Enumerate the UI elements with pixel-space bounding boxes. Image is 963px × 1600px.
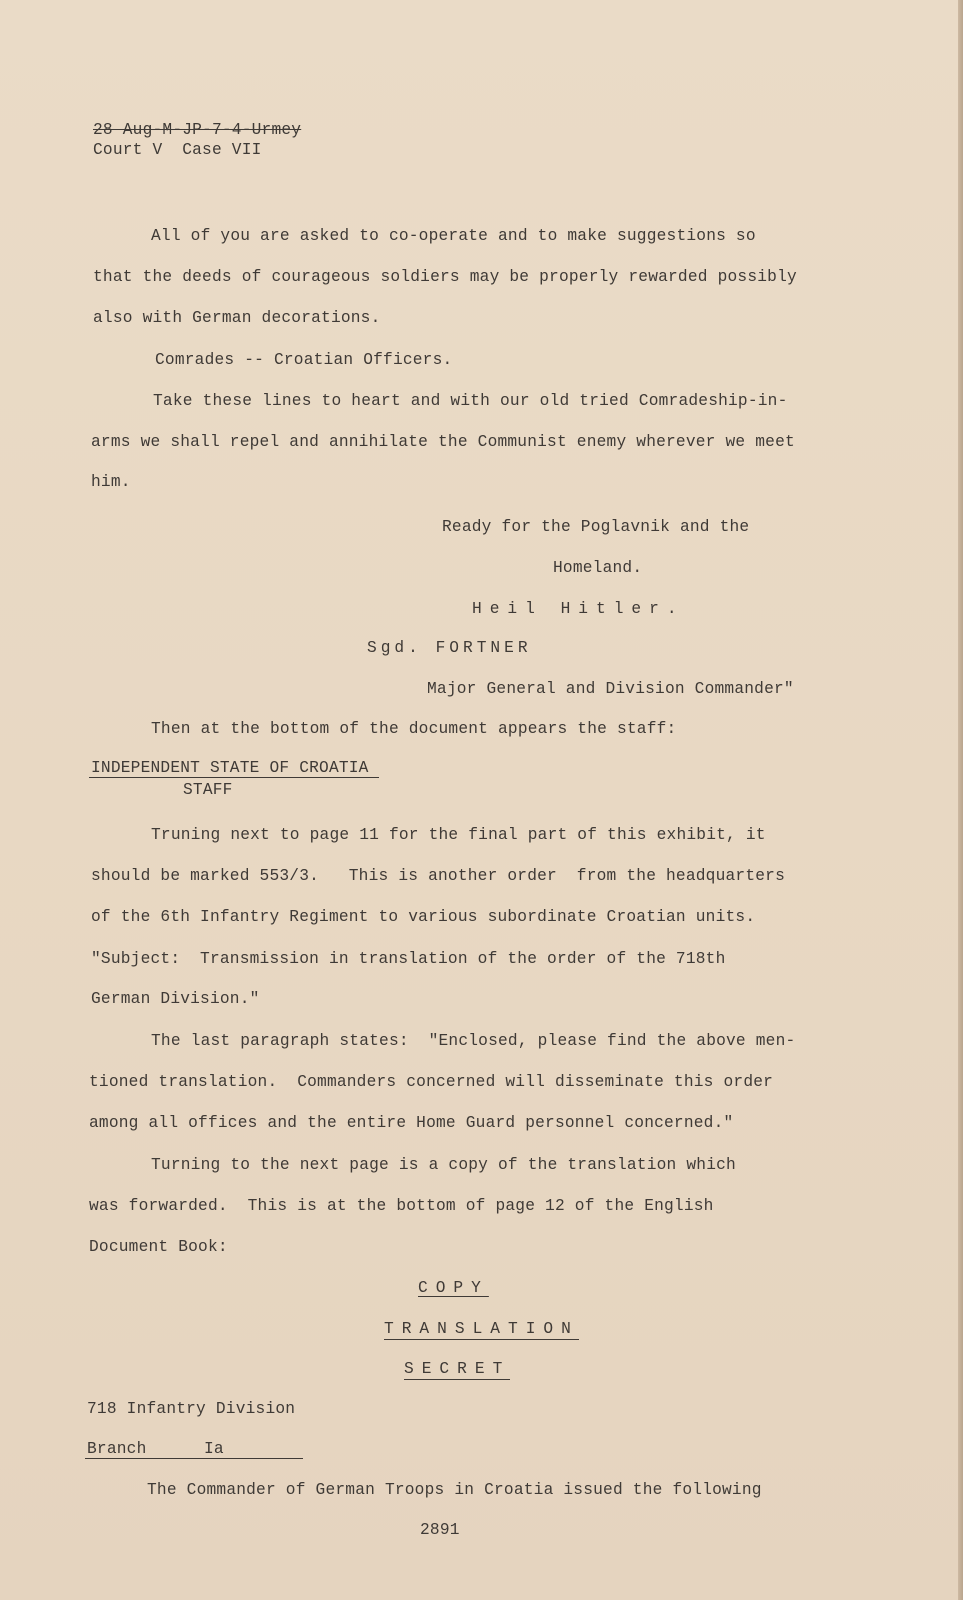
paragraph-3-line-3: him. (91, 473, 131, 491)
paragraph-3-line-1: Take these lines to heart and with our old tried Comradeship-in- (153, 392, 788, 410)
paragraph-7-line-2: was forwarded. This is at the bottom of page 12 of the English (89, 1197, 714, 1215)
branch-value: Ia (204, 1440, 224, 1458)
page-edge-shadow (958, 0, 963, 1600)
header-line-2: Court V Case VII (93, 141, 262, 159)
staff-line-1: INDEPENDENT STATE OF CROATIA (91, 759, 369, 777)
closing-salute: Heil Hitler. (472, 600, 685, 618)
copy-heading: COPY (418, 1279, 489, 1297)
signature: Sgd. FORTNER (367, 639, 532, 657)
paragraph-5-line-3: of the 6th Infantry Regiment to various subordinate Croatian units. (91, 908, 756, 926)
paragraph-7-line-3: Document Book: (89, 1238, 228, 1256)
branch-underline (85, 1458, 303, 1459)
paragraph-5-line-5: German Division." (91, 990, 260, 1008)
secret-heading: SECRET (404, 1360, 511, 1378)
closing-line-2: Homeland. (553, 559, 643, 577)
signature-title: Major General and Division Commander" (427, 680, 794, 698)
staff-underline (89, 777, 379, 778)
paragraph-5-line-2: should be marked 553/3. This is another order from the headquarters (91, 867, 785, 885)
paragraph-7-line-1: Turning to the next page is a copy of the translation which (151, 1156, 736, 1174)
paragraph-3-line-2: arms we shall repel and annihilate the Communist enemy wherever we meet (91, 433, 795, 451)
paragraph-6-line-2: tioned translation. Commanders concerned will disseminate this order (89, 1073, 774, 1091)
paragraph-6-line-1: The last paragraph states: "Enclosed, please find the above men- (151, 1032, 796, 1050)
closing-line-1: Ready for the Poglavnik and the (442, 518, 750, 536)
translation-heading: TRANSLATION (384, 1320, 579, 1338)
staff-line-2: STAFF (183, 781, 233, 799)
division-line: 718 Infantry Division (87, 1400, 296, 1418)
paragraph-5-line-1: Truning next to page 11 for the final part of this exhibit, it (151, 826, 766, 844)
page-number: 2891 (420, 1521, 460, 1539)
paragraph-6-line-3: among all offices and the entire Home Guard personnel concerned." (89, 1114, 734, 1132)
header-line-1: 28 Aug-M-JP-7-4-Urmey (93, 121, 302, 139)
paragraph-1-line-2: that the deeds of courageous soldiers may be properly rewarded possibly (93, 268, 797, 286)
paragraph-1-line-3: also with German decorations. (93, 309, 381, 327)
paragraph-4: Then at the bottom of the document appears the staff: (151, 720, 677, 738)
paragraph-1-line-1: All of you are asked to co-operate and to make suggestions so (151, 227, 756, 245)
paragraph-2: Comrades -- Croatian Officers. (155, 351, 453, 369)
paragraph-5-line-4: "Subject: Transmission in translation of the order of the 718th (91, 950, 726, 968)
paragraph-8: The Commander of German Troops in Croatia issued the following (147, 1481, 762, 1499)
branch-label: Branch (87, 1440, 147, 1458)
